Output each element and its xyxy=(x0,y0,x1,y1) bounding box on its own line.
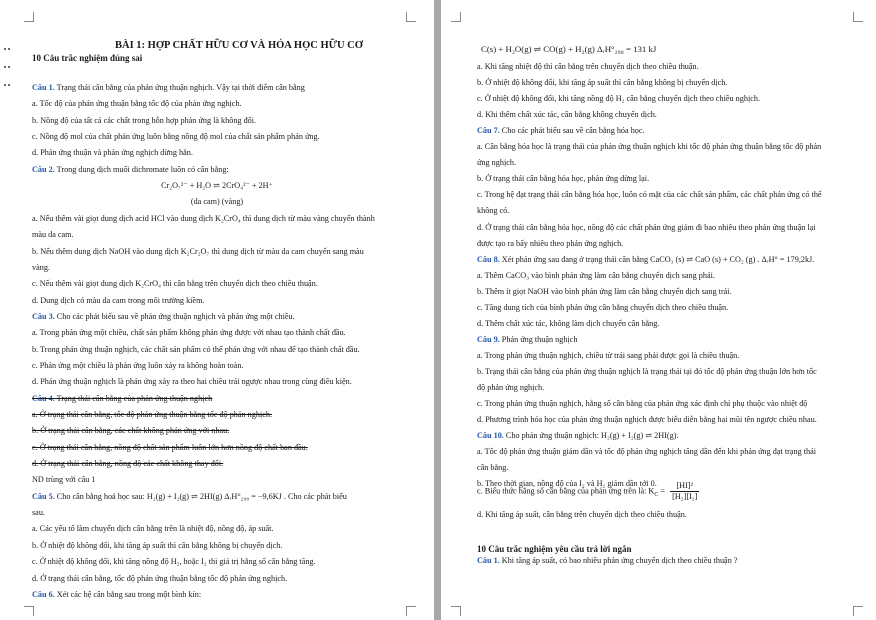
answer-line xyxy=(477,142,821,152)
line-text: c. Trong phản ứng thuận nghịch, hằng số cân bằng của phản ứng xác định chỉ phụ thuộc vào nhiệt độ xyxy=(477,399,808,409)
line-text: b. Ở trạng thái cân bằng hóa học, phản ứng dừng lại. xyxy=(477,174,650,184)
line-text: a. Khi tăng nhiệt độ thì cân bằng trên chuyển dịch theo chiều thuận. xyxy=(477,62,699,71)
answer-line xyxy=(477,367,817,377)
line-text: vàng. xyxy=(32,262,50,272)
line-text: c. Trong hệ đạt trạng thái cân bằng hóa học, luôn có mặt của các chất sản phẩm, các chất phản ứng có thể xyxy=(477,190,822,200)
answer-line xyxy=(32,426,229,436)
answer-line xyxy=(32,410,272,420)
right-page xyxy=(441,0,876,620)
line-text: Xét phản ứng sau đang ở trạng thái cân bằng CaCO₃ (s) ⇌ CaO (s) + CO₂ (g) . ΔᵣH° = 179,2kJ. xyxy=(499,254,815,264)
line-text: c. Ở trạng thái cân bằng, nồng độ chất sản phẩm luôn lớn hơn nồng độ chất ban đầu. xyxy=(32,442,308,452)
corner-mark xyxy=(451,606,461,616)
answer-line xyxy=(477,94,760,104)
line-text: cân bằng. xyxy=(477,463,509,473)
question-line xyxy=(32,165,229,175)
line-text: c. Ở nhiệt độ không đổi, khi tăng nồng độ H₂, hoặc I₂ thì giá trị hằng số cân bằng tăng. xyxy=(32,557,316,567)
answer-line xyxy=(477,415,817,425)
final-question xyxy=(477,556,737,566)
corner-mark xyxy=(853,12,863,22)
line-text: (da cam) (vàng) xyxy=(190,197,244,207)
line-text: Cho cân bằng hoá học sau: H₂(g) + I₂(g) ⇌ 2HI(g) ΔᵣH°₂₉₈ = −9,6KJ . Cho các phát biểu xyxy=(54,491,347,501)
question-line xyxy=(32,312,295,322)
line-text: b. Ở trạng thái cân bằng, các chất không phản ứng với nhau. xyxy=(32,426,230,436)
question-line xyxy=(32,590,201,600)
answer-line xyxy=(32,181,402,191)
reaction-equation: C(s) + H₂O(g) ⇌ CO(g) + H₂(g) ΔᵣH°₂₉₈ = 131 kJ xyxy=(481,44,657,54)
line-text: c. Nếu thêm vài giọt dung dịch K₂CrO₄ thì cân bằng trên chuyển dịch theo chiều thuận. xyxy=(32,279,318,289)
answer-line xyxy=(32,361,243,371)
question-number: Câu 1. xyxy=(32,83,55,92)
kc-subscript: C xyxy=(654,492,659,499)
corner-mark xyxy=(406,606,416,616)
line-text: a. Tốc độ phản ứng thuận giảm dần và tốc độ phản ứng nghịch tăng dần đến khi phản ứng đạt trạng thái xyxy=(477,447,816,457)
question-line xyxy=(32,394,212,404)
line-text: d. Khi thêm chất xúc tác, cân bằng không chuyển dịch. xyxy=(477,110,657,120)
question-number: Câu 9. xyxy=(477,334,500,344)
line-text: c. Ở nhiệt độ không đổi, khi tăng nồng độ H₂ cân bằng chuyển dịch theo chiều nghịch. xyxy=(477,94,760,104)
question-number: Câu 2. xyxy=(32,164,55,174)
question-number: Câu 8. xyxy=(477,254,500,264)
answer-line xyxy=(32,197,402,207)
line-text: Trạng thái cân bằng của phản ứng thuận nghịch xyxy=(54,393,213,403)
line-text: b. Theo thời gian, nồng độ của I₂ và H₂ giảm dần tới 0. xyxy=(477,479,657,489)
answer-line xyxy=(477,399,807,409)
question-number: Câu 6. xyxy=(32,589,55,599)
drag-handle-icon[interactable] xyxy=(3,38,11,92)
line-text: Cho phản ứng thuận nghịch: H₂(g) + I₂(g) ⇌ 2HI(g). xyxy=(503,431,679,441)
question-line xyxy=(32,492,347,502)
line-text: a. Trong phản ứng thuận nghịch, chiều từ trái sang phải được gọi là chiều thuận. xyxy=(477,350,740,360)
question-number: Câu 1. xyxy=(477,556,500,565)
answer-line xyxy=(477,223,816,233)
answer-line xyxy=(477,78,727,88)
line-text: c. Tăng dung tích của bình phản ứng cân bằng chuyển dịch theo chiều thuận. xyxy=(477,302,729,312)
answer-line xyxy=(32,524,273,534)
question-line xyxy=(477,126,645,136)
line-text: Trạng thái cân bằng của phản ứng thuận nghịch. Vậy tại thời điểm cân bằng xyxy=(54,83,305,92)
line-text: màu da cam. xyxy=(32,230,74,240)
question-number: Câu 10. xyxy=(477,431,504,441)
question-text: Khi tăng áp suất, có bao nhiêu phản ứng chuyển dịch theo chiều thuận ? xyxy=(499,556,738,565)
line-text: c. Phản ứng một chiều là phản ứng luôn xảy ra không hoàn toàn. xyxy=(32,360,244,370)
line-text: a. Thêm CaCO₃ vào bình phản ứng làm cân bằng chuyển dịch sang phải. xyxy=(477,270,715,280)
answer-line: d. Khi tăng áp suất, cân bằng trên chuyển dịch theo chiều thuận. xyxy=(477,510,687,519)
line-text: b. Trạng thái cân bằng của phản ứng thuận nghịch là trạng thái tại đó tốc độ phản ứng thuận lớn hơn tốc xyxy=(477,366,817,376)
kc-numerator: [HI]² xyxy=(670,481,699,492)
corner-mark xyxy=(451,12,461,22)
line-text: Xét các hệ cân bằng sau trong một bình kín: xyxy=(54,589,202,599)
answer-line xyxy=(477,158,516,168)
corner-mark xyxy=(24,12,34,22)
kc-label: c. Biểu thức hằng số cân bằng của phản ứng trên là: K xyxy=(477,486,655,496)
line-text: d. Ở trạng thái cân bằng hóa học, nồng độ các chất phản ứng giảm đi bao nhiêu theo phản ứng thuận lại xyxy=(477,222,816,232)
answer-line xyxy=(477,303,728,313)
answer-line xyxy=(32,214,375,224)
document-title: BÀI 1: HỢP CHẤT HỮU CƠ VÀ HÓA HỌC HỮU CƠ xyxy=(115,40,363,51)
answer-line xyxy=(32,475,95,485)
section-title-2: 10 Câu trắc nghiệm yêu cầu trả lời ngắn xyxy=(477,544,632,554)
answer-line xyxy=(477,447,816,457)
line-text: độ phản ứng nghịch. xyxy=(477,383,545,392)
answer-line xyxy=(32,279,318,289)
answer-line xyxy=(32,328,346,338)
question-line xyxy=(477,431,679,441)
line-text: d. Ở trạng thái cân bằng, nồng độ các chất không thay đổi. xyxy=(32,459,224,469)
answer-line xyxy=(477,62,699,72)
answer-line xyxy=(477,271,715,281)
question-number: Câu 5. xyxy=(32,491,55,501)
answer-line xyxy=(477,463,508,473)
answer-line xyxy=(32,296,204,306)
answer-line xyxy=(32,132,320,142)
answer-line xyxy=(477,319,659,329)
answer-line xyxy=(477,351,739,361)
answer-line xyxy=(32,557,316,567)
answer-line xyxy=(477,206,509,216)
line-text: d. Phản ứng thuận và phản ứng nghịch dừng hẳn. xyxy=(32,148,193,158)
section-title: 10 Câu trắc nghiệm đúng sai xyxy=(32,53,143,63)
answer-line xyxy=(32,263,50,273)
answer-line xyxy=(32,230,74,240)
line-text: a. Ở trạng thái cân bằng, tốc độ phản ứng thuận bằng tốc độ phản nghịch. xyxy=(32,410,272,419)
line-text: không có. xyxy=(477,206,510,216)
line-text: Cr₂O₇²⁻ + H₂O ⇌ 2CrO₄²⁻ + 2H⁺ xyxy=(161,181,273,191)
line-text: d. Phương trình hóa học của phản ứng thuận nghịch được biểu diễn bằng hai mũi tên ngược chiều nhau. xyxy=(477,415,817,425)
answer-line xyxy=(477,174,649,184)
answer-line xyxy=(477,190,822,200)
line-text: ứng nghịch. xyxy=(477,158,517,168)
kc-denominator: [H₂][I₂] xyxy=(672,492,698,501)
answer-line xyxy=(477,110,657,120)
question-number: Câu 3. xyxy=(32,311,55,321)
line-text: Cho các phát biểu sau về phản ứng thuận nghịch và phản ứng một chiều. xyxy=(54,311,295,321)
kc-fraction xyxy=(670,481,699,502)
line-text: Cho các phát biểu sau về cân bằng hóa học. xyxy=(499,126,645,136)
corner-mark xyxy=(24,606,34,616)
line-text: Phản ứng thuận nghịch xyxy=(499,334,578,344)
question-line xyxy=(477,255,814,265)
answer-line xyxy=(32,443,308,453)
corner-mark xyxy=(853,606,863,616)
line-text: b. Trong phản ứng thuận nghịch, các chất sản phẩm có thể phản ứng với nhau để tạo thành chất đầu. xyxy=(32,344,360,354)
question-number: Câu 7. xyxy=(477,126,500,136)
answer-line xyxy=(32,99,242,109)
answer-line xyxy=(32,148,193,158)
line-text: d. Thêm chất xúc tác, không làm dịch chuyển cân bằng. xyxy=(477,318,660,328)
line-text: ND trùng với câu 1 xyxy=(32,475,96,485)
answer-line xyxy=(477,239,623,249)
answer-line xyxy=(32,247,364,257)
kc-equals: = xyxy=(658,486,668,496)
line-text: b. Ở nhiệt độ không đổi, khi tăng áp suất thì cân bằng không bị chuyển dịch. xyxy=(32,540,283,550)
answer-line xyxy=(32,459,223,469)
line-text: a. Các yếu tố làm chuyển dịch cân bằng trên là nhiệt độ, nồng độ, áp suất. xyxy=(32,524,274,534)
question-line xyxy=(32,83,305,93)
answer-line xyxy=(32,574,287,584)
line-text: Trong dung dịch muối dichromate luôn có cân bằng: xyxy=(54,164,229,174)
line-text: a. Tốc độ của phản ứng thuận bằng tốc độ của phản ứng nghịch. xyxy=(32,99,242,109)
line-text: b. Nếu thêm dung dịch NaOH vào dung dịch K₂Cr₂O₇ thì dung dịch từ màu da cam chuyển sang màu xyxy=(32,246,364,256)
answer-line xyxy=(32,541,282,551)
answer-line xyxy=(32,345,360,355)
line-text: a. Nếu thêm vài giọt dung dịch acid HCl vào dung dịch K₂CrO₄ thì dung dịch từ màu vàng chuyển thành xyxy=(32,213,375,223)
line-text: a. Cân bằng hóa học là trạng thái của phản ứng thuận nghịch khi tốc độ phản ứng thuận bằng tốc độ phản xyxy=(477,142,822,152)
corner-mark xyxy=(406,12,416,22)
kc-expression xyxy=(477,481,699,502)
answer-line xyxy=(477,383,544,393)
line-text: c. Nồng độ mol của chất phản ứng luôn bằng nồng độ mol của chất sản phẩm phản ứng. xyxy=(32,132,320,142)
answer-line xyxy=(32,508,45,518)
line-text: b. Nồng độ của tất cả các chất trong hỗn hợp phản ứng là không đổi. xyxy=(32,115,257,125)
line-text: d. Dung dịch có màu da cam trong môi trường kiềm. xyxy=(32,295,205,305)
line-text: a. Trong phản ứng một chiều, chất sản phẩm không phản ứng được với nhau tạo thành chất đầu. xyxy=(32,328,346,338)
answer-line xyxy=(477,287,732,297)
answer-line xyxy=(32,377,352,387)
line-text: d. Phản ứng thuận nghịch là phản ứng xảy ra theo hai chiều trái ngược nhau trong cùng điều kiện. xyxy=(32,377,352,387)
line-text: b. Ở nhiệt độ không đổi, khi tăng áp suất thì cân bằng không bị chuyển dịch. xyxy=(477,78,728,88)
line-text: b. Thêm ít giọt NaOH vào bình phản ứng làm cân bằng chuyển dịch sang trái. xyxy=(477,286,732,296)
line-text: được tạo ra bấy nhiêu theo phản ứng nghịch. xyxy=(477,238,624,248)
left-page xyxy=(0,0,434,620)
line-text: sau. xyxy=(32,508,45,518)
answer-line xyxy=(32,116,256,126)
question-number: Câu 4. xyxy=(32,393,55,403)
question-line xyxy=(477,335,577,345)
line-text: d. Ở trạng thái cân bằng, tốc độ phản ứng thuận bằng tốc độ phản ứng nghịch. xyxy=(32,573,288,583)
